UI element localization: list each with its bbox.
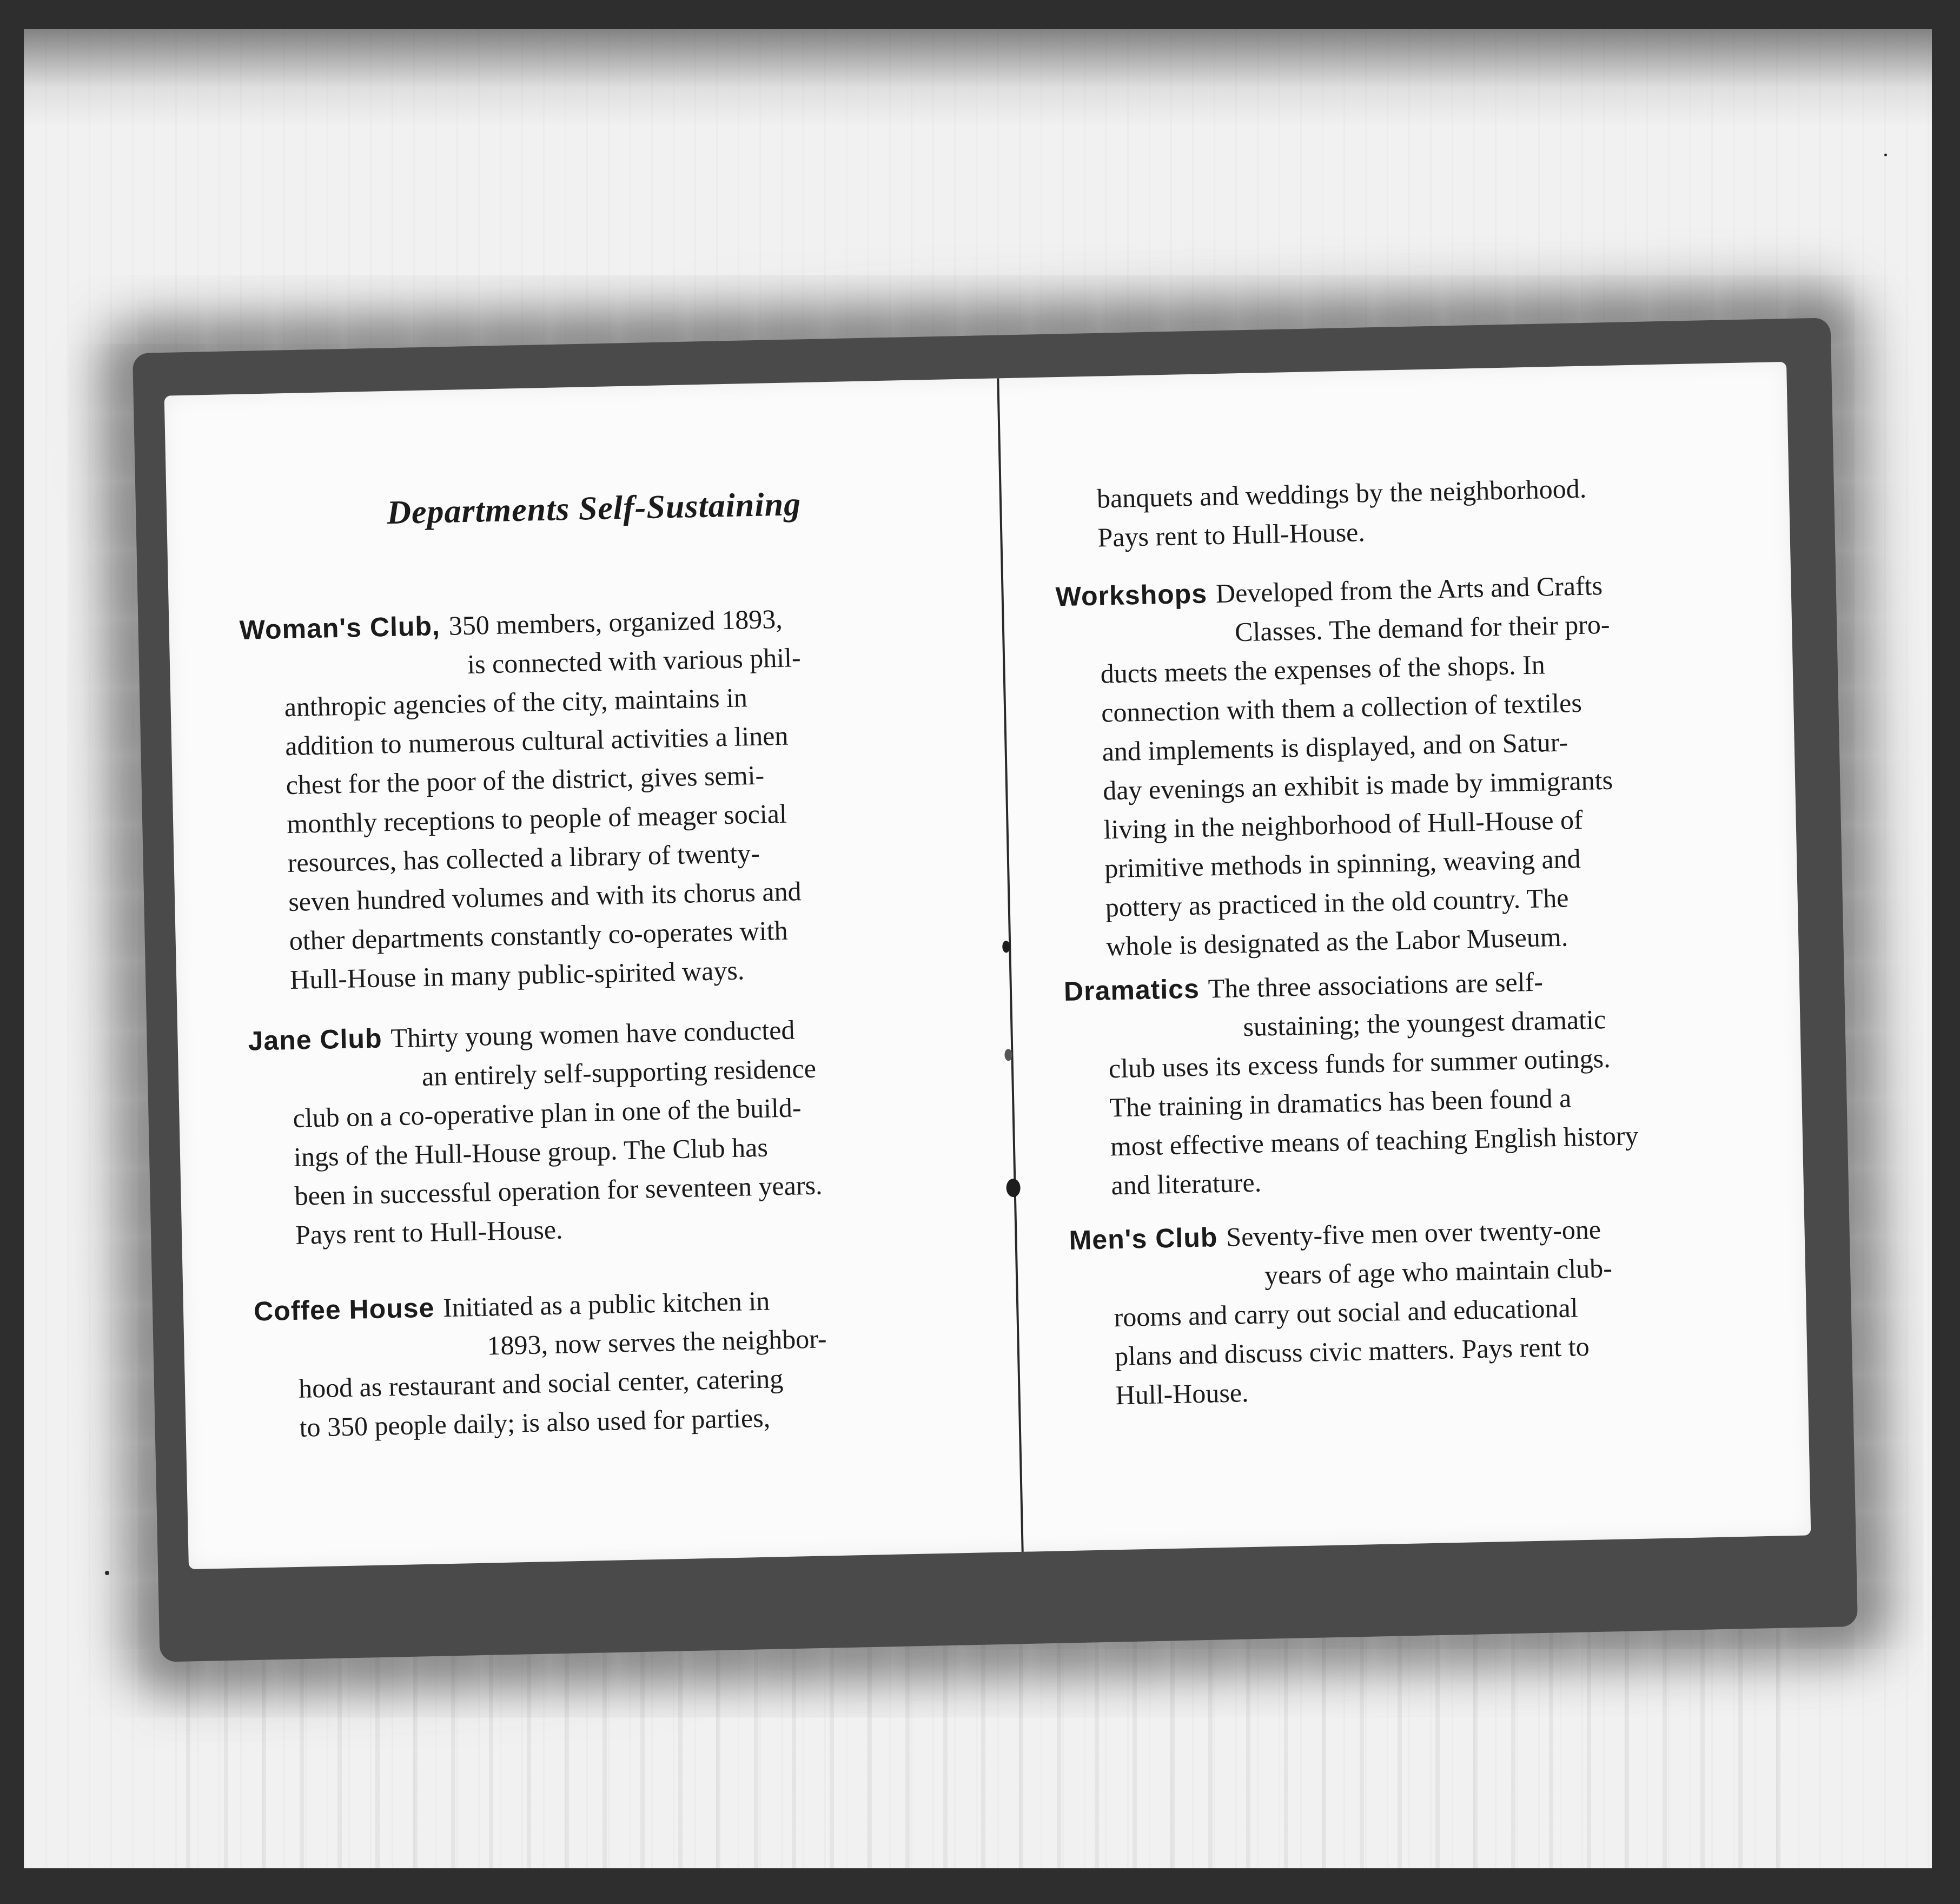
entry-line: 1893, now serves the neighbor- [486,1323,827,1361]
entry-line: is connected with various phil- [467,642,802,680]
entry-name: Workshops [1055,578,1208,612]
entry-womans-club [239,597,918,1000]
entry-line: seven hundred volumes and with its chorus and [288,876,802,917]
entry-line: living in the neighborhood of Hull-House of [1103,804,1584,845]
entry-line: primitive methods in spinning, weaving and [1104,843,1581,884]
entry-line: club on a co-operative plan in one of the build- [293,1092,802,1133]
spine-stitch [1002,941,1010,953]
entry-line: rooms and carry out social and educational [1114,1292,1579,1333]
entry-line: most effective means of teaching English history [1110,1120,1639,1162]
entry-line: ducts meets the expenses of the shops. In [1100,649,1546,689]
entry-line: chest for the poor of the district, gives semi- [286,759,765,801]
spine-stitch [1006,1179,1021,1198]
entry-line: Classes. The demand for their pro- [1234,609,1610,647]
booklet-spine [997,378,1023,1552]
entry-line: Pays rent to Hull-House. [295,1214,564,1250]
entry-first-line: Thirty young women have conducted [390,1014,795,1054]
entry-line: Hull-House in many public-spirited ways. [289,955,745,995]
entry-line: sustaining; the youngest dramatic [1242,1004,1606,1042]
entry-line: resources, has collected a library of twenty- [287,837,760,878]
entry-name: Woman's Club, [239,611,441,645]
entry-first-line: Seventy-five men over twenty-one [1226,1214,1601,1252]
entry-first-line: The three associations are self- [1208,966,1544,1004]
entry-line: addition to numerous cultural activities a linen [284,720,789,762]
entry-name: Jane Club [248,1023,383,1056]
entry-line: hood as restaurant and social center, catering [298,1363,784,1404]
right-page [1051,362,1789,1551]
entry-line: club uses its excess funds for summer outings. [1108,1042,1611,1084]
entry-name: Coffee House [253,1292,435,1327]
entry-line: whole is designated as the Labor Museum. [1105,921,1568,962]
entry-first-line: Developed from the Arts and Crafts [1215,570,1603,609]
entry-line: an entirely self-supporting residence [421,1053,817,1092]
left-page [235,379,973,1568]
entry-first-line: Initiated as a public kitchen in [442,1285,770,1323]
entry-name: Men's Club [1069,1222,1218,1255]
entry-continuation [1053,466,1725,558]
entry-line: pottery as practiced in the old country. The [1105,882,1569,923]
entry-workshops [1055,563,1734,967]
speck [105,1571,109,1575]
entry-line: monthly receptions to people of meager social [286,798,787,839]
entry-dramatics [1063,958,1739,1206]
entry-line: been in successful operation for seventeen years. [294,1169,823,1211]
entry-line: years of age who maintain club- [1264,1252,1613,1291]
entry-line: other departments constantly co-operates with [289,915,789,956]
entry-line: to 350 people daily; is also used for parties, [299,1402,771,1443]
entry-first-line: 350 members, organized 1893, [448,603,783,641]
entry-line: plans and discuss civic matters. Pays rent to [1114,1331,1590,1372]
booklet [164,362,1811,1569]
entry-coffee-house [253,1278,927,1448]
entry-line: connection with them a collection of textiles [1101,687,1582,728]
entry-jane-club [248,1008,923,1255]
spine-stitch [1004,1049,1012,1061]
entry-line: ings of the Hull-House group. The Club has [293,1132,769,1172]
entry-line: banquets and weddings by the neighborhood. [1096,473,1587,514]
top-shadow [24,29,1932,127]
speck [1884,154,1887,156]
page-title: Departments Self-Sustaining [386,486,802,532]
entry-line: The training in dramatics has been found a [1109,1082,1572,1123]
entry-mens-club [1069,1207,1743,1416]
entry-line: Hull-House. [1115,1377,1249,1411]
entry-name: Dramatics [1063,973,1200,1007]
entry-line: day evenings an exhibit is made by immigrants [1102,764,1613,806]
entry-line: and literature. [1110,1167,1262,1201]
entry-line: anthropic agencies of the city, maintains in [284,682,748,723]
entry-line: Pays rent to Hull-House. [1097,517,1366,553]
entry-line: and implements is displayed, and on Satur- [1102,726,1568,767]
